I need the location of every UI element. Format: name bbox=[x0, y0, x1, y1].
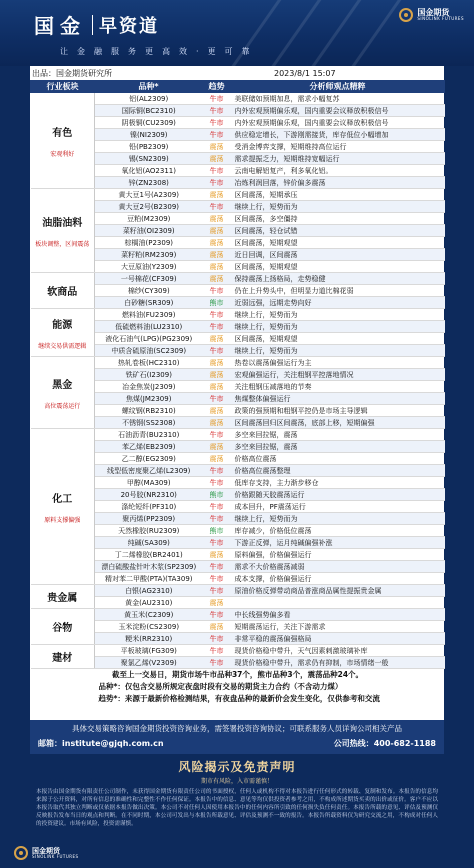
trend-cell: 震荡 bbox=[203, 453, 231, 465]
sector-name: 软商品 bbox=[47, 287, 78, 298]
sector-cell bbox=[31, 609, 95, 645]
view-cell: 短期震荡运行，关注下游需求 bbox=[231, 621, 445, 633]
view-cell: 受消金博弈支撑，短期维持高位运行 bbox=[231, 141, 445, 153]
meta-row bbox=[30, 66, 444, 80]
sector-name: 黑金 bbox=[52, 379, 73, 391]
trend-cell: 震荡 bbox=[203, 357, 231, 369]
view-cell: 下游正反弹，运月纯碱偏强补涨 bbox=[231, 537, 445, 549]
variety-cell: 黄大豆2号(B2309) bbox=[95, 201, 203, 213]
variety-cell: 一号棉花(CF309) bbox=[95, 273, 203, 285]
view-cell: 宏观偏强运行，关注粗钢平控落地情况 bbox=[231, 369, 445, 381]
sector-note: 宏观利好 bbox=[50, 150, 75, 158]
trend-cell: 牛市 bbox=[203, 657, 231, 669]
view-cell: 成本回升，PF震荡运行 bbox=[231, 501, 445, 513]
phone-block bbox=[334, 738, 436, 749]
table-row bbox=[31, 585, 445, 597]
table-row bbox=[31, 309, 445, 321]
trend-cell: 震荡 bbox=[203, 417, 231, 429]
email-label: 邮箱： bbox=[38, 739, 62, 748]
trend-cell: 牛市 bbox=[203, 609, 231, 621]
view-cell: 美联储如预期加息，需求小幅复苏 bbox=[231, 93, 445, 105]
table-row bbox=[31, 273, 445, 285]
trend-cell: 震荡 bbox=[203, 237, 231, 249]
sector-name: 有色 bbox=[52, 127, 73, 139]
view-cell: 内外宏观预期偏乐观，国内重要会议释放积极信号 bbox=[231, 117, 445, 129]
phone-label: 公司热线： bbox=[333, 739, 374, 748]
sector-cell bbox=[31, 645, 95, 669]
view-cell: 内外宏观预期偏乐观，国内重要会议释放积极信号 bbox=[231, 105, 445, 117]
table-row bbox=[31, 189, 445, 201]
table-row bbox=[31, 609, 445, 621]
sector-name: 化工 bbox=[52, 493, 73, 505]
view-cell: 原料偏强，价格偏强运行 bbox=[231, 549, 445, 561]
trend-cell: 牛市 bbox=[203, 105, 231, 117]
email-block bbox=[38, 738, 164, 749]
variety-cell: 天然橡胶(RU2309) bbox=[95, 525, 203, 537]
variety-cell: 螺纹钢(RB2310) bbox=[95, 405, 203, 417]
trend-cell: 牛市 bbox=[203, 501, 231, 513]
view-cell: 区间震荡，短期承压 bbox=[231, 189, 445, 201]
variety-cell: 白银(AG2310) bbox=[95, 585, 203, 597]
view-cell: 区间震荡，短期观望 bbox=[231, 333, 445, 345]
sector-name: 油脂油料 bbox=[42, 217, 83, 229]
trend-cell: 震荡 bbox=[203, 153, 231, 165]
view-cell: 现货价格稳中带升，天气因素刺激玻璃补库 bbox=[231, 645, 445, 657]
note-row bbox=[31, 693, 445, 705]
trend-cell: 牛市 bbox=[203, 573, 231, 585]
col-sector: 行业板块 bbox=[31, 81, 95, 93]
variety-cell: 聚丙烯(PP2309) bbox=[95, 513, 203, 525]
phone-number[interactable]: 400-682-1188 bbox=[373, 739, 436, 748]
disclaimer-subtitle: 期市有风险，入市需谨慎！ bbox=[200, 778, 273, 785]
sector-name: 谷物 bbox=[52, 623, 73, 634]
view-cell: 价格高位震荡整理 bbox=[231, 465, 445, 477]
view-cell: 云南电解铝复产，利多氧化铝。 bbox=[231, 165, 445, 177]
variety-cell: 白砂糖(SR309) bbox=[95, 297, 203, 309]
sector-name: 贵金属 bbox=[47, 593, 78, 604]
trend-cell: 震荡 bbox=[203, 333, 231, 345]
variety-cell: 聚氯乙烯(V2309) bbox=[95, 657, 203, 669]
disclaimer-body: 本报告由国金期货有限责任公司制作，未获得国金期货有限责任公司的书面授权，任何人或机构不得对本报告进行任何形式的转载、复制和发布。本报告的信息均来源于公开资料，对所有信息的准确性和完整性不作任何保证。本报告中的信息、意见等均仅供投资者参考之用，不构成所述期货买卖的出价或征价。客户不应以本报告取代其独立判断或仅依据本报告做出决策。本公司不对任何人因使用本报告中的任何内容所引致的任何损失负任何责任。本报告所载的意见、评估及预测仅反映报告发布当日的观点和判断。在不同时期，本公司可发出与本报告所载意见、评估及预测不一致的报告。本报告所载资料仅为研究交流之用，不构成对任何人的投资建议。市场有风险，投资需谨慎。 bbox=[36, 789, 438, 827]
variety-cell: 冶金焦炭(J2309) bbox=[95, 381, 203, 393]
brand bbox=[34, 10, 159, 39]
view-cell: 非常平稳的震荡偏强格局 bbox=[231, 633, 445, 645]
trend-cell: 震荡 bbox=[203, 621, 231, 633]
variety-cell: 国际铜(BC2310) bbox=[95, 105, 203, 117]
trend-cell: 牛市 bbox=[203, 561, 231, 573]
trend-cell: 牛市 bbox=[203, 165, 231, 177]
sector-cell bbox=[31, 189, 95, 273]
view-cell: 近弱远强，远期走势向好 bbox=[231, 297, 445, 309]
variety-cell: 棕榈油(P2309) bbox=[95, 237, 203, 249]
sector-cell bbox=[31, 357, 95, 429]
view-cell: 现货价格稳中带升，需求仍有抑制，市场情绪一般 bbox=[231, 657, 445, 669]
variety-cell: 镍(NI2309) bbox=[95, 129, 203, 141]
variety-cell: 20号胶(NR2310) bbox=[95, 489, 203, 501]
trend-cell: 牛市 bbox=[203, 321, 231, 333]
variety-cell: 苯乙烯(EB2309) bbox=[95, 441, 203, 453]
note-text: 品种*：仅包含交易所规定夜盘时段有交易的期货主力合约（不含动力煤） bbox=[98, 682, 343, 691]
variety-cell: 铁矿石(I2309) bbox=[95, 369, 203, 381]
trend-cell: 牛市 bbox=[203, 201, 231, 213]
brand-title: 早资道 bbox=[99, 15, 159, 37]
trend-cell: 震荡 bbox=[203, 441, 231, 453]
variety-cell: 线型低密度聚乙烯(L2309) bbox=[95, 465, 203, 477]
sector-cell bbox=[31, 585, 95, 609]
source-label: 出品：国金期货研究所 bbox=[32, 68, 112, 78]
trend-cell: 震荡 bbox=[203, 549, 231, 561]
variety-cell: 中质含硫原油(SC2309) bbox=[95, 345, 203, 357]
view-cell: 多空来回拉锯，震荡 bbox=[231, 429, 445, 441]
disclaimer bbox=[0, 754, 474, 868]
view-cell: 区间震荡，轻仓试错 bbox=[231, 225, 445, 237]
trend-cell: 牛市 bbox=[203, 537, 231, 549]
summary-row bbox=[31, 669, 445, 681]
view-cell: 近日回调，区间震荡 bbox=[231, 249, 445, 261]
view-cell: 多空来回拉锯，震荡 bbox=[231, 441, 445, 453]
trend-cell: 牛市 bbox=[203, 393, 231, 405]
col-trend: 趋势 bbox=[203, 81, 231, 93]
trend-cell: 震荡 bbox=[203, 249, 231, 261]
trend-cell: 熊市 bbox=[203, 297, 231, 309]
sector-note: 高位震荡运行 bbox=[44, 402, 81, 410]
trend-cell: 牛市 bbox=[203, 177, 231, 189]
view-cell: 焦煤整体偏强运行 bbox=[231, 393, 445, 405]
view-cell: 区间震荡，短期观望 bbox=[231, 261, 445, 273]
trend-cell: 震荡 bbox=[203, 597, 231, 609]
table-row bbox=[31, 429, 445, 441]
logo-cn: 国金期货 bbox=[417, 8, 450, 17]
brand-divider bbox=[92, 15, 93, 35]
note-row bbox=[31, 681, 445, 693]
sector-note: 原料支撑偏强 bbox=[44, 516, 81, 524]
trend-cell: 牛市 bbox=[203, 477, 231, 489]
trend-cell: 牛市 bbox=[203, 513, 231, 525]
view-cell: 继续上行，短势而为 bbox=[231, 345, 445, 357]
summary-text: 截至上一交易日，期货市场牛市品种37个，熊市品种3个，震荡品种24个。 bbox=[111, 670, 364, 680]
footer-logo-cn: 国金期货 bbox=[32, 846, 60, 855]
logo-en: SINOLINK FUTURES bbox=[417, 16, 464, 21]
variety-cell: 棉纱(CY309) bbox=[95, 285, 203, 297]
view-cell: 冶炼利润回落，锌价偏多震荡 bbox=[231, 177, 445, 189]
view-cell: 成本支撑，价格偏强运行 bbox=[231, 573, 445, 585]
view-cell: 保持震荡上扬格局，走势稳健 bbox=[231, 273, 445, 285]
view-cell: 需求提振乏力，短期维持宽幅运行 bbox=[231, 153, 445, 165]
trend-cell: 牛市 bbox=[203, 129, 231, 141]
table-row bbox=[31, 357, 445, 369]
view-cell: 供应稳定增长，下游刚需接货，库存低位小幅增加 bbox=[231, 129, 445, 141]
report-date: 2023/8/1 15:07 bbox=[274, 68, 336, 78]
variety-cell: 玉米淀粉(CS2309) bbox=[95, 621, 203, 633]
trend-cell: 牛市 bbox=[203, 633, 231, 645]
footer-logo-en: SINOLINK FUTURES bbox=[32, 853, 79, 859]
variety-cell: 不锈钢(SS2308) bbox=[95, 417, 203, 429]
view-cell: 继续上行，短势而为 bbox=[231, 321, 445, 333]
main-panel bbox=[30, 66, 444, 720]
sector-cell bbox=[31, 429, 95, 585]
sector-cell bbox=[31, 93, 95, 189]
trend-table bbox=[30, 80, 445, 705]
view-cell: 低库存支持，主力渐步移仓 bbox=[231, 477, 445, 489]
trend-cell: 震荡 bbox=[203, 189, 231, 201]
trend-cell: 牛市 bbox=[203, 585, 231, 597]
trend-cell: 震荡 bbox=[203, 405, 231, 417]
variety-cell: 菜籽粕(RM2309) bbox=[95, 249, 203, 261]
variety-cell: 漂白硫酸盐针叶木浆(SP2309) bbox=[95, 561, 203, 573]
view-cell: 仍在上升势头中，但明显力道比棉花弱 bbox=[231, 285, 445, 297]
variety-cell: 丁二烯橡胶(BR2401) bbox=[95, 549, 203, 561]
view-cell: 区间震荡，多空僵持 bbox=[231, 213, 445, 225]
variety-cell: 燃料油(FU2309) bbox=[95, 309, 203, 321]
variety-cell: 氧化铝(AO2311) bbox=[95, 165, 203, 177]
variety-cell: 黄玉米(C2309) bbox=[95, 609, 203, 621]
variety-cell: 石油沥青(BU2310) bbox=[95, 429, 203, 441]
view-cell: 继续上行，短势而为 bbox=[231, 201, 445, 213]
variety-cell: 焦煤(JM2309) bbox=[95, 393, 203, 405]
note-text: 趋势*：来源于最新价格检测结果，有夜盘品种的最新价会发生变化，仅供参考和交流 bbox=[98, 694, 380, 703]
trend-cell: 牛市 bbox=[203, 309, 231, 321]
trend-cell: 震荡 bbox=[203, 261, 231, 273]
sector-cell bbox=[31, 309, 95, 357]
variety-cell: 液化石油气(LPG)(PG2309) bbox=[95, 333, 203, 345]
view-cell: 原油价格反弹带动商品普涨商品属性提振贵金属 bbox=[231, 585, 445, 597]
view-cell: 价格高位震荡 bbox=[231, 453, 445, 465]
slogan: 让金融服务更高效·更可靠 bbox=[60, 47, 259, 56]
view-cell: 热卷以震荡偏强运行为主 bbox=[231, 357, 445, 369]
sector-cell bbox=[31, 273, 95, 309]
table-header bbox=[31, 81, 445, 93]
variety-cell: 纯碱(SA309) bbox=[95, 537, 203, 549]
table-row bbox=[31, 645, 445, 657]
brand-mark: 国金 bbox=[34, 14, 86, 38]
trend-cell: 牛市 bbox=[203, 465, 231, 477]
col-variety: 品种* bbox=[95, 81, 203, 93]
trend-cell: 震荡 bbox=[203, 213, 231, 225]
info-bar bbox=[30, 720, 444, 754]
email-link[interactable]: institute@gjqh.com.cn bbox=[62, 739, 164, 748]
trend-cell: 震荡 bbox=[203, 225, 231, 237]
table-body bbox=[31, 93, 445, 705]
footer-logo-icon bbox=[14, 846, 28, 860]
trend-cell: 熊市 bbox=[203, 489, 231, 501]
trend-cell: 震荡 bbox=[203, 141, 231, 153]
trend-cell: 牛市 bbox=[203, 345, 231, 357]
view-cell: 关注粗钢压减落地的节奏 bbox=[231, 381, 445, 393]
logo-circle-icon bbox=[399, 8, 413, 22]
trend-cell: 震荡 bbox=[203, 381, 231, 393]
variety-cell: 铝(AL2309) bbox=[95, 93, 203, 105]
col-view: 分析师观点精粹 bbox=[231, 81, 445, 93]
trend-cell: 牛市 bbox=[203, 429, 231, 441]
view-cell bbox=[231, 597, 445, 609]
variety-cell: 平板玻璃(FG309) bbox=[95, 645, 203, 657]
footer-logo bbox=[14, 846, 79, 860]
trend-cell: 牛市 bbox=[203, 93, 231, 105]
sector-note: 板块调整，区间震荡 bbox=[35, 240, 90, 248]
view-cell: 继续上行，短势而为 bbox=[231, 309, 445, 321]
variety-cell: 热轧卷板(HC2310) bbox=[95, 357, 203, 369]
variety-cell: 豆粕(M2309) bbox=[95, 213, 203, 225]
view-cell: 中长线强势偏多看 bbox=[231, 609, 445, 621]
view-cell: 库存减少，价格低位震荡 bbox=[231, 525, 445, 537]
header bbox=[0, 0, 474, 66]
table-row bbox=[31, 93, 445, 105]
company-logo bbox=[399, 8, 464, 22]
trend-cell: 牛市 bbox=[203, 645, 231, 657]
view-cell: 区间震荡，短期观望 bbox=[231, 237, 445, 249]
variety-cell: 甲醇(MA309) bbox=[95, 477, 203, 489]
variety-cell: 菜籽油(OI2309) bbox=[95, 225, 203, 237]
trend-cell: 震荡 bbox=[203, 273, 231, 285]
view-cell: 价格跟随天胶震荡运行 bbox=[231, 489, 445, 501]
trend-cell: 震荡 bbox=[203, 369, 231, 381]
view-cell: 区间震荡回归区间震荡，底部上移，短期偏强 bbox=[231, 417, 445, 429]
variety-cell: 精对苯二甲酸(PTA)(TA309) bbox=[95, 573, 203, 585]
sector-note: 继续交易供需逻辑 bbox=[38, 342, 87, 350]
trend-cell: 牛市 bbox=[203, 285, 231, 297]
info-line: 具体交易策略咨询国金期货投资咨询业务，需签署投资咨询协议；可联系服务人员详询公司相关产品 bbox=[72, 724, 402, 733]
variety-cell: 低硫燃料油(LU2310) bbox=[95, 321, 203, 333]
view-cell: 需求不大价格震荡减弱 bbox=[231, 561, 445, 573]
variety-cell: 阴极铜(CU2309) bbox=[95, 117, 203, 129]
view-cell: 政策的强预期和粗钢平控仍是市场主导逻辑 bbox=[231, 405, 445, 417]
disclaimer-title: 风险揭示及免责声明 bbox=[178, 760, 296, 774]
sector-name: 能源 bbox=[52, 319, 73, 331]
variety-cell: 涤纶短纤(PF310) bbox=[95, 501, 203, 513]
trend-cell: 牛市 bbox=[203, 117, 231, 129]
variety-cell: 锡(SN2309) bbox=[95, 153, 203, 165]
trend-cell: 熊市 bbox=[203, 525, 231, 537]
variety-cell: 锌(ZN2308) bbox=[95, 177, 203, 189]
variety-cell: 大豆原油(Y2309) bbox=[95, 261, 203, 273]
view-cell: 继续上行，短势而为 bbox=[231, 513, 445, 525]
variety-cell: 黄金(AU2310) bbox=[95, 597, 203, 609]
variety-cell: 黄大豆1号(A2309) bbox=[95, 189, 203, 201]
variety-cell: 乙二醇(EG2309) bbox=[95, 453, 203, 465]
sector-name: 建材 bbox=[52, 653, 73, 664]
variety-cell: 粳米(RR2310) bbox=[95, 633, 203, 645]
variety-cell: 铅(PB2309) bbox=[95, 141, 203, 153]
